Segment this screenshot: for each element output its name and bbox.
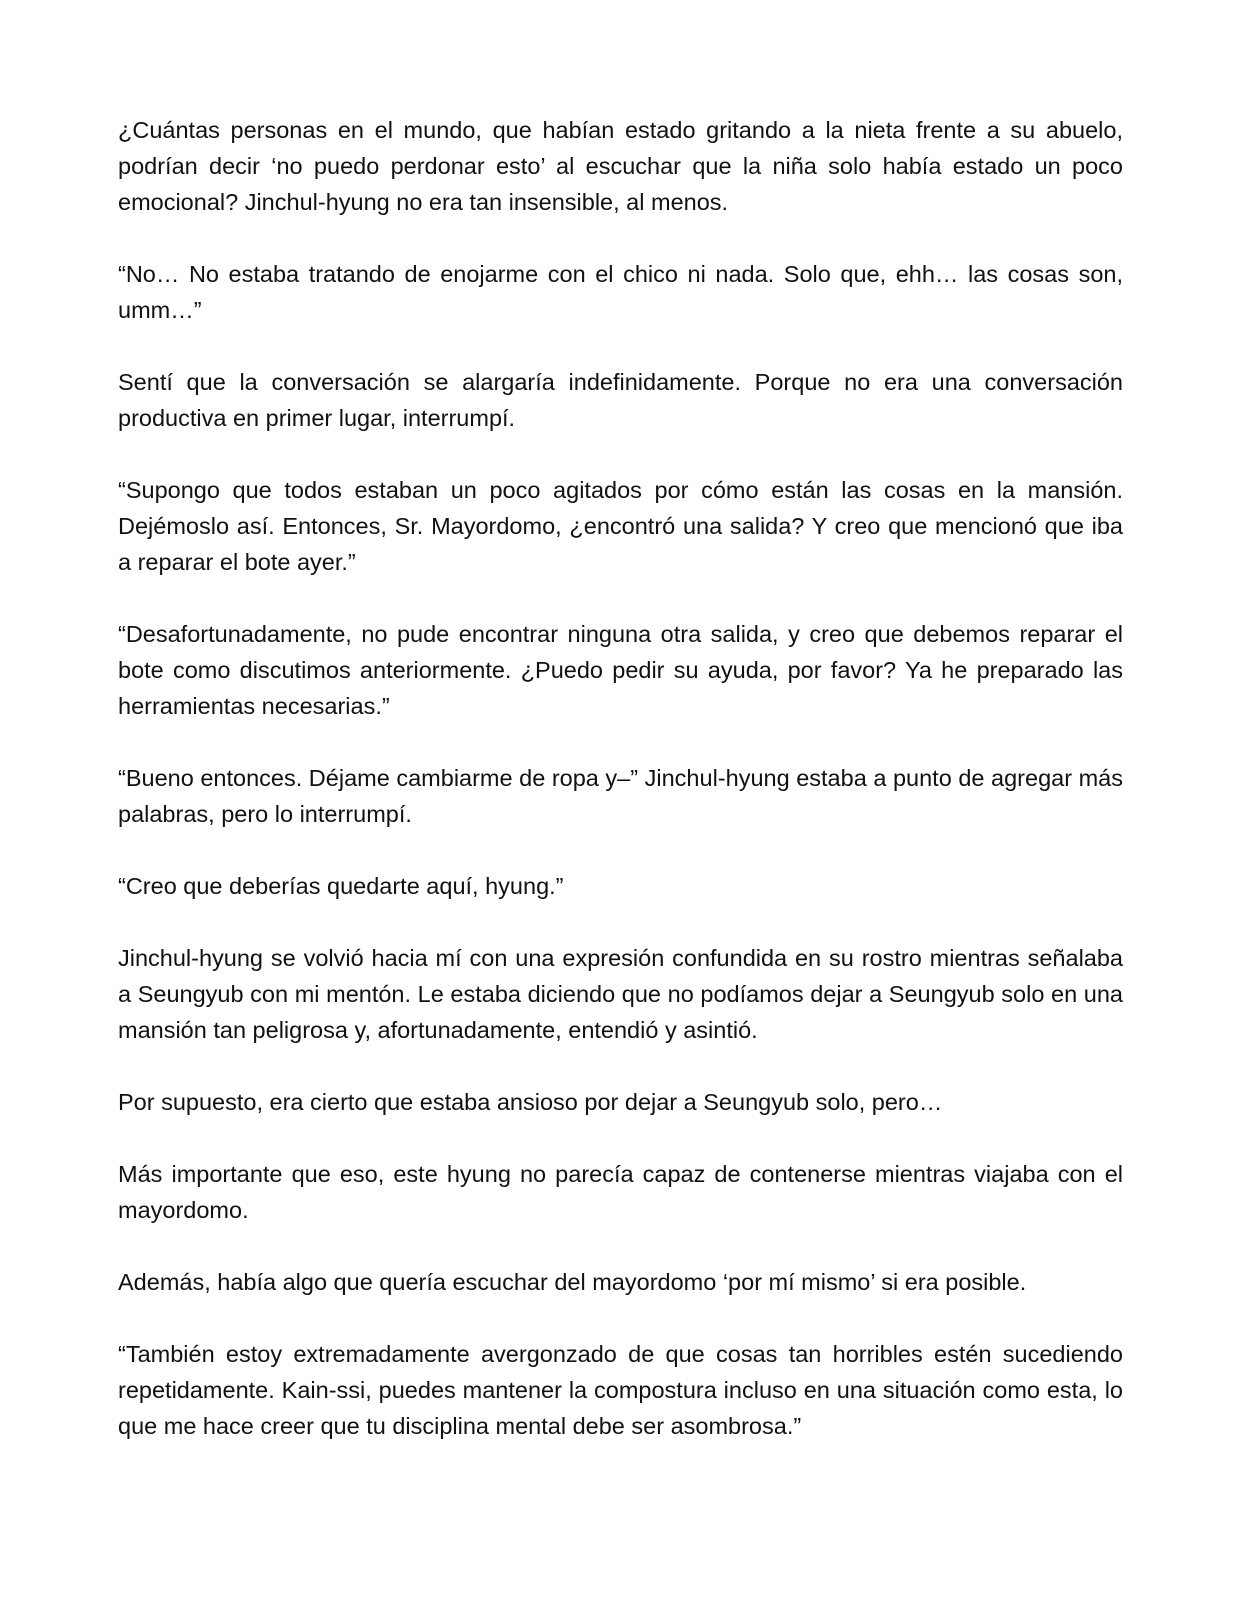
paragraph-8: Jinchul-hyung se volvió hacia mí con una expresión confundida en su rostro mientras señalaba a Seungyub con mi mentón. Le estaba diciendo que no podíamos dejar a Seungyub solo en una mansión tan peligrosa y, afortunadamente, entendió y asintió.	[118, 945, 1123, 1043]
paragraph-2: “No… No estaba tratando de enojarme con el chico ni nada. Solo que, ehh… las cosas son, umm…”	[118, 261, 1123, 323]
paragraph-4: “Supongo que todos estaban un poco agitados por cómo están las cosas en la mansión. Dejémoslo así. Entonces, Sr. Mayordomo, ¿encontró una salida? Y creo que mencionó que iba a reparar el bote ayer.”	[118, 477, 1123, 575]
paragraph-11: Además, había algo que quería escuchar del mayordomo ‘por mí mismo’ si era posible.	[118, 1269, 1027, 1295]
paragraph-1: ¿Cuántas personas en el mundo, que habían estado gritando a la nieta frente a su abuelo, podrían decir ‘no puedo perdonar esto’ al escuchar que la niña solo había estado un poco emocional? Jinchul-hyung no era tan insensible, al menos.	[118, 117, 1123, 215]
document-page	[118, 112, 1123, 1480]
paragraph-3: Sentí que la conversación se alargaría indefinidamente. Porque no era una conversación productiva en primer lugar, interrumpí.	[118, 369, 1123, 431]
paragraph-6: “Bueno entonces. Déjame cambiarme de ropa y–” Jinchul-hyung estaba a punto de agregar más palabras, pero lo interrumpí.	[118, 765, 1123, 827]
paragraph-5: “Desafortunadamente, no pude encontrar ninguna otra salida, y creo que debemos reparar el bote como discutimos anteriormente. ¿Puedo pedir su ayuda, por favor? Ya he preparado las herramientas necesarias.”	[118, 621, 1123, 719]
paragraph-7: “Creo que deberías quedarte aquí, hyung.”	[118, 873, 564, 899]
paragraph-12: “También estoy extremadamente avergonzado de que cosas tan horribles estén sucediendo repetidamente. Kain-ssi, puedes mantener la compostura incluso en una situación como esta, lo que me hace creer que tu disciplina mental debe ser asombrosa.”	[118, 1341, 1123, 1439]
paragraph-9: Por supuesto, era cierto que estaba ansioso por dejar a Seungyub solo, pero…	[118, 1089, 943, 1115]
paragraph-10: Más importante que eso, este hyung no parecía capaz de contenerse mientras viajaba con el mayordomo.	[118, 1161, 1123, 1223]
